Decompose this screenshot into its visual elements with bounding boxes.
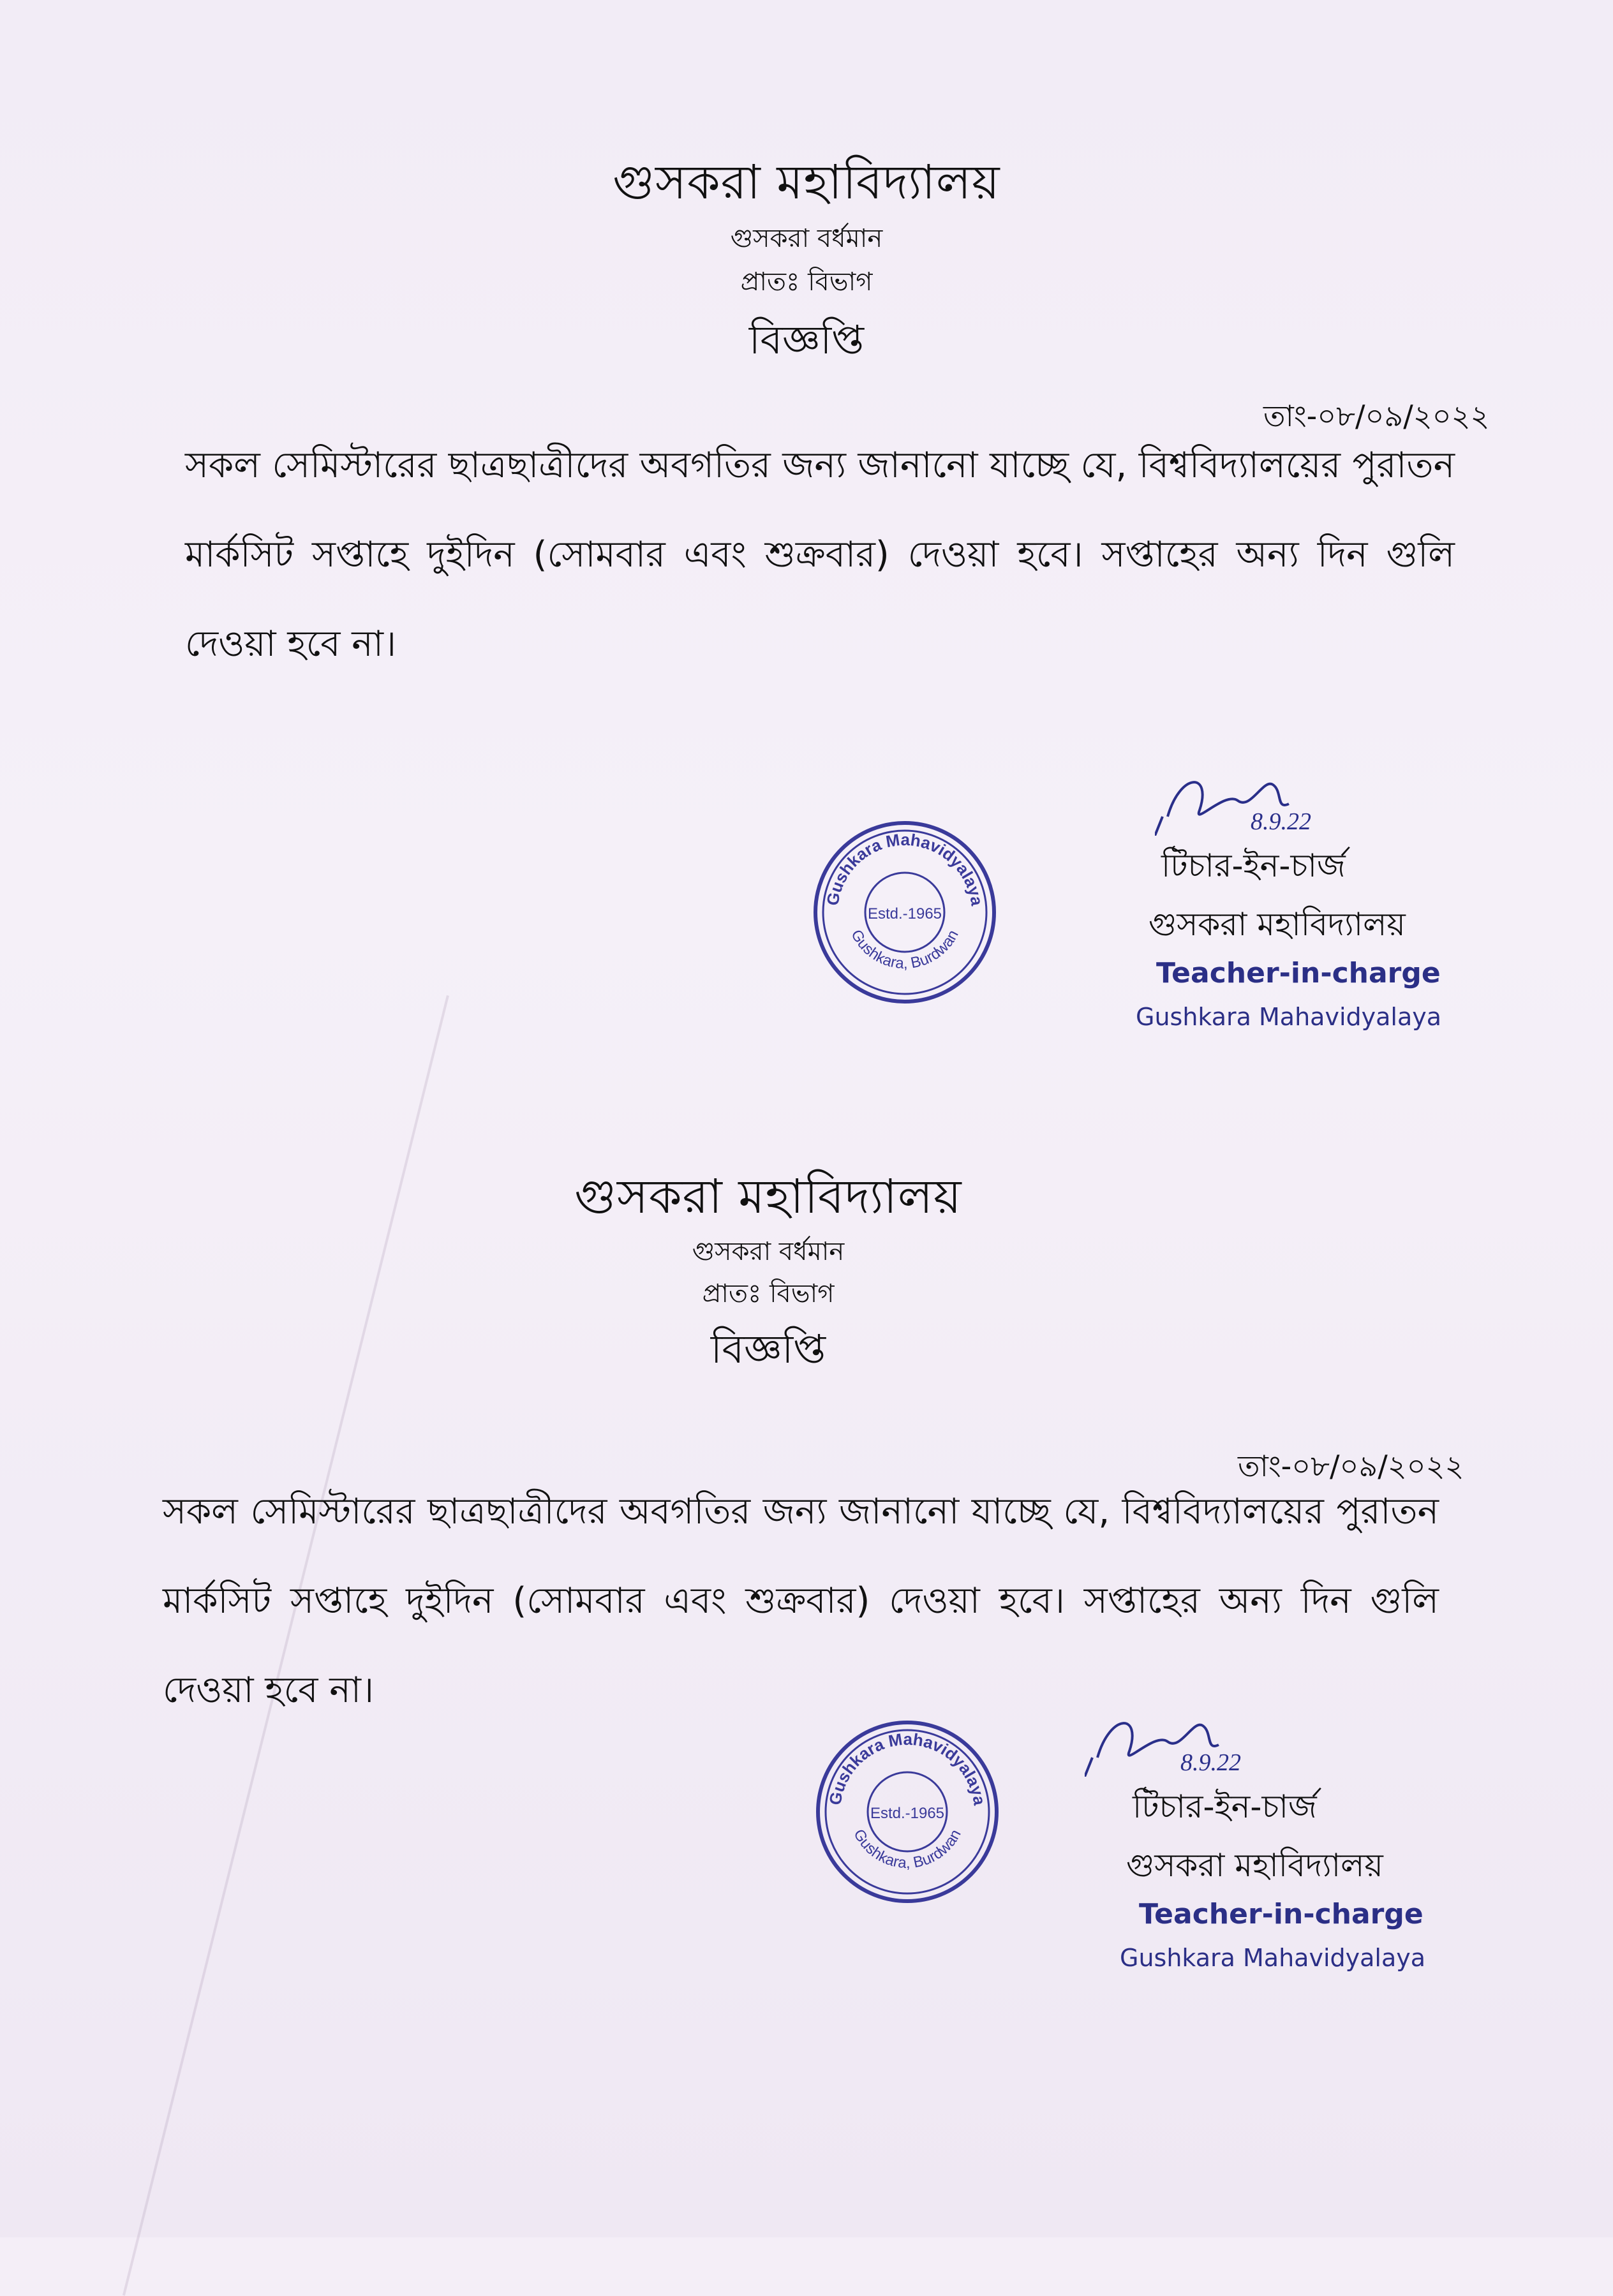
department-name: প্রাতঃ বিভাগ [740, 267, 873, 297]
notice-date: তাং-০৮/০৯/২০২২ [1263, 399, 1490, 433]
institution-address: গুসকরা বর্ধমান [692, 1237, 845, 1266]
department-name: প্রাতঃ বিভাগ [702, 1279, 835, 1308]
signatory-institution-bn: গুসকরা মহাবিদ্যালয় [1126, 1847, 1383, 1884]
svg-text:Gushkara, Burdwan: Gushkara, Burdwan [847, 926, 962, 973]
svg-text:Estd.-1965: Estd.-1965 [870, 1805, 945, 1822]
signatory-title-en: Teacher-in-charge [1139, 1898, 1423, 1930]
svg-text:Gushkara Mahavidyalaya: Gushkara Mahavidyalaya [825, 1729, 990, 1807]
notice-body: সকল সেমিস্টারের ছাত্রছাত্রীদের অবগতির জন্য জানানো যাচ্ছে যে, বিশ্ববিদ্যালয়ের পুরাতন মার্কসিট সপ্তাহে দুইদিন (সোমবার এবং শুক্রবার) দেওয়া হবে। সপ্তাহের অন্য দিন গুলি দেওয়া হবে না। [163, 1491, 1439, 1711]
handwritten-signature [1085, 1707, 1251, 1777]
signatory-block [1136, 842, 1468, 1072]
notice-title: বিজ্ঞপ্তি [710, 1326, 826, 1372]
signatory-title-bn: টিচার-ইন-চার্জ [1161, 847, 1346, 884]
svg-text:8.9.22: 8.9.22 [1180, 1749, 1241, 1776]
college-seal-stamp [809, 817, 1000, 1008]
signatory-title-bn: টিচার-ইন-চার্জ [1133, 1788, 1317, 1825]
svg-text:8.9.22: 8.9.22 [1251, 808, 1311, 835]
notice-body: সকল সেমিস্টারের ছাত্রছাত্রীদের অবগতির জন্য জানানো যাচ্ছে যে, বিশ্ববিদ্যালয়ের পুরাতন মার্কসিট সপ্তাহে দুইদিন (সোমবার এবং শুক্রবার) দেওয়া হবে। সপ্তাহের অন্য দিন গুলি দেওয়া হবে না। [185, 445, 1455, 665]
svg-text:Estd.-1965: Estd.-1965 [867, 905, 942, 922]
college-seal-stamp [812, 1716, 1003, 1907]
handwritten-signature [1155, 766, 1321, 836]
notice-title: বিজ্ঞপ্তি [748, 316, 865, 363]
signatory-institution-en: Gushkara Mahavidyalaya [1120, 1944, 1426, 1972]
signatory-title-en: Teacher-in-charge [1156, 957, 1441, 989]
svg-text:Gushkara, Burdwan: Gushkara, Burdwan [850, 1826, 965, 1872]
svg-text:Gushkara Mahavidyalaya: Gushkara Mahavidyalaya [822, 829, 987, 907]
signatory-institution-bn: গুসকরা মহাবিদ্যালয় [1148, 906, 1406, 943]
institution-name: গুসকরা মহাবিদ্যালয় [613, 155, 1000, 210]
signatory-institution-en: Gushkara Mahavidyalaya [1136, 1003, 1442, 1031]
notice-date: তাং-০৮/০৯/২০২২ [1238, 1449, 1464, 1483]
institution-address: গুসকরা বর্ধমান [730, 224, 883, 253]
signatory-block [1120, 1783, 1445, 2013]
institution-name: গুসকরা মহাবিদ্যালয় [574, 1169, 962, 1224]
